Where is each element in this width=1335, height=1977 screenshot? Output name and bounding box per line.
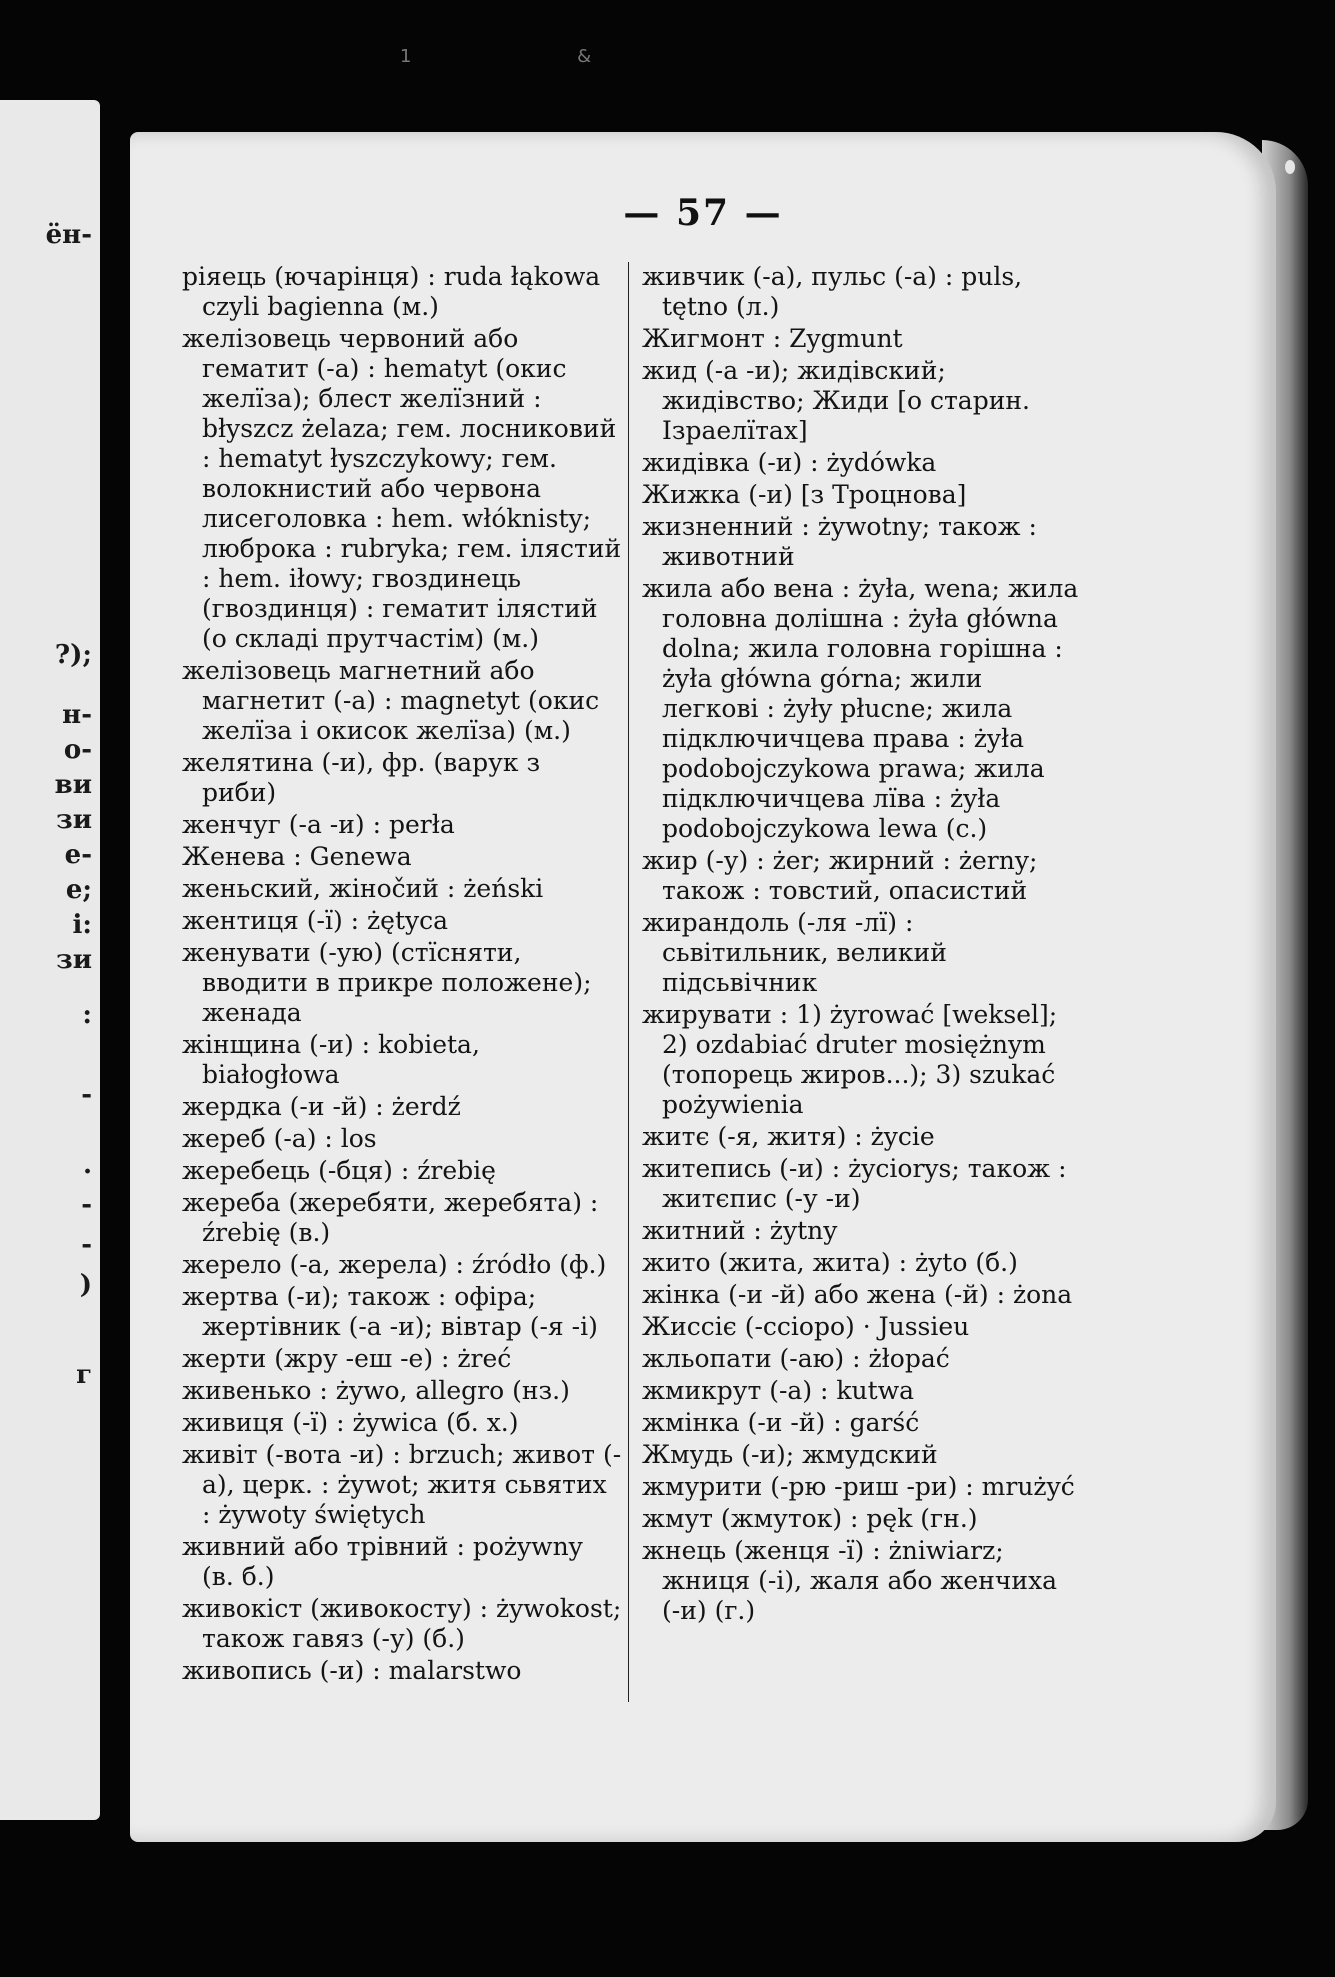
previous-page-fragment: ) — [79, 1270, 92, 1300]
dictionary-entry: живний або трівний : pożywny (в. б.) — [182, 1532, 583, 1591]
dictionary-entry: жила або вена : żyła, wena; жила головна долішна : żyła główna dolna; жила головна горішна : żyła główna górna; жили легкові : żyły płucne; жила підключичцева права : żyła podobojczykowa prawa; жила підключичцева лїва : żyła podobojczykowa lewa (с.) — [642, 574, 1079, 843]
dictionary-entry: живчик (-а), пульс (-а) : puls, tętno (л.) — [642, 262, 1023, 321]
previous-page-fragment: - — [81, 1230, 92, 1260]
dictionary-entry: жирандоль (-ля -лї) : сьвітильник, великий підсьвічник — [642, 908, 947, 997]
dictionary-entry: Жиссіє (-ссіоро) · Jussieu — [642, 1312, 970, 1341]
previous-page-fragment: ви — [54, 770, 92, 800]
right-column — [642, 262, 1082, 1628]
dictionary-entry: житний : żytny — [642, 1216, 838, 1245]
dictionary-entry: ріяець (ючарінця) : ruda łąkowa czyli bagienna (м.) — [182, 262, 601, 321]
previous-page-fragment: ён- — [45, 220, 92, 250]
dictionary-entry: жито (жита, жита) : żyto (б.) — [642, 1248, 1018, 1277]
dictionary-entry: Женева : Genewa — [182, 842, 412, 871]
dictionary-entry: жир (-у) : żer; жирний : żerny; також : товстий, опасистий — [642, 846, 1038, 905]
page-corner-mark — [1285, 160, 1295, 174]
dictionary-entry: жмикрут (-а) : kutwa — [642, 1376, 914, 1405]
dictionary-page — [130, 132, 1276, 1842]
dictionary-entry: живіт (-вота -и) : brzuch; живот (-а), церк. : żywot; житя сьвятих : żywoty świętych — [182, 1440, 622, 1529]
dictionary-entry: жмінка (-и -й) : garść — [642, 1408, 920, 1437]
dictionary-entry: жидівка (-и) : żydówka — [642, 448, 937, 477]
dictionary-entry: живопись (-и) : malarstwo — [182, 1656, 522, 1685]
previous-page-margin-text — [0, 100, 100, 1820]
left-column — [182, 262, 622, 1688]
dictionary-entry: Жижка (-и) [з Троцнова] — [642, 480, 967, 509]
dictionary-entry: жнець (женця -ї) : żniwiarz; жниця (-і), жаля або женчиха (-и) (г.) — [642, 1536, 1058, 1625]
dictionary-entry: жмурити (-рю -риш -ри) : mrużyć — [642, 1472, 1075, 1501]
dictionary-entry: живокіст (живокосту) : żywokost; також гавяз (-у) (б.) — [182, 1594, 622, 1653]
dictionary-entry: женчуг (-а -и) : perła — [182, 810, 455, 839]
previous-page-fragment: - — [81, 1080, 92, 1110]
previous-page-fragment: зи — [56, 945, 92, 975]
dictionary-entry: живенько : żywo, allegro (нз.) — [182, 1376, 570, 1405]
dictionary-entry: жердка (-и -й) : żerdź — [182, 1092, 461, 1121]
dictionary-entry: жереба (жеребяти, жеребята) : źrebię (в.) — [182, 1188, 599, 1247]
dictionary-entry: жмут (жмуток) : pęk (гн.) — [642, 1504, 978, 1533]
dictionary-entry: желізовець магнетний або магнетит (-а) : magnetyt (окис желїза і окисок желїза) (м.) — [182, 656, 600, 745]
dictionary-entry: жертва (-и); також : офіра; жертівник (-а -и); вівтар (-я -і) — [182, 1282, 598, 1341]
dictionary-entry: женувати (-ую) (стїсняти, вводити в прикре положене); женада — [182, 938, 592, 1027]
top-marks: 1 & — [400, 46, 672, 67]
previous-page-edge — [0, 100, 100, 1820]
previous-page-fragment: е; — [65, 875, 92, 905]
dictionary-entry: жизненний : żywotny; також : животний — [642, 512, 1037, 571]
dictionary-entry: жентиця (-ї) : żętyca — [182, 906, 449, 935]
dictionary-entry: желятина (-и), фр. (варук з риби) — [182, 748, 541, 807]
dictionary-entry: женьский, жінočий : żeński — [182, 874, 544, 903]
dictionary-entry: живиця (-ї) : żywica (б. х.) — [182, 1408, 519, 1437]
dictionary-entry: Жмудь (-и); жмудский — [642, 1440, 938, 1469]
dictionary-entry: жеребець (-бця) : źrebię — [182, 1156, 496, 1185]
previous-page-fragment: о- — [63, 735, 92, 765]
dictionary-entry: жінка (-и -й) або жена (-й) : żona — [642, 1280, 1073, 1309]
dictionary-entry: жереб (-а) : los — [182, 1124, 377, 1153]
dictionary-entry: жид (-а -и); жидівский; жидівство; Жиди [о старин. Ізраелїтах] — [642, 356, 1030, 445]
page-number: — 57 — — [623, 192, 783, 234]
dictionary-entry: житє (-я, житя) : życie — [642, 1122, 935, 1151]
dictionary-entry: житепись (-и) : życiorys; також : житєпис (-у -и) — [642, 1154, 1067, 1213]
previous-page-fragment: н- — [62, 700, 92, 730]
dictionary-entry: жирувати : 1) żyrować [weksel]; 2) ozdabiać druter mosiężnym (топорець жиров...); 3) szukać pożywienia — [642, 1000, 1058, 1119]
previous-page-fragment: г — [76, 1360, 92, 1390]
column-divider — [628, 262, 629, 1702]
previous-page-fragment: : — [82, 1000, 92, 1030]
dictionary-entry: Жигмонт : Zygmunt — [642, 324, 903, 353]
dictionary-entry: жерело (-а, жерела) : źródło (ф.) — [182, 1250, 607, 1279]
previous-page-fragment: е- — [64, 840, 92, 870]
previous-page-fragment: і: — [72, 910, 92, 940]
previous-page-fragment: . — [82, 1150, 92, 1180]
previous-page-fragment: - — [81, 1190, 92, 1220]
previous-page-fragment: ?); — [54, 640, 92, 670]
dictionary-entry: жінщина (-и) : kobieta, białogłowa — [182, 1030, 480, 1089]
dictionary-entry: желізовець червоний або гематит (-а) : hematyt (окис желїза); блест желїзний : błyszcz żelaza; гем. лосниковий : hematyt łyszczykowy; гем. волокнистий або червона лисеголовка : hem. włóknisty; люброка : rubryka; гем. ілястий : hem. iłowy; гвоздинець (гвоздинця) : гематит іляcтий (о складі прутчастім) (м.) — [182, 324, 622, 653]
dictionary-entry: жльопати (-аю) : żłopać — [642, 1344, 950, 1373]
previous-page-fragment: зи — [56, 805, 92, 835]
dictionary-entry: жерти (жру -еш -е) : żreć — [182, 1344, 512, 1373]
